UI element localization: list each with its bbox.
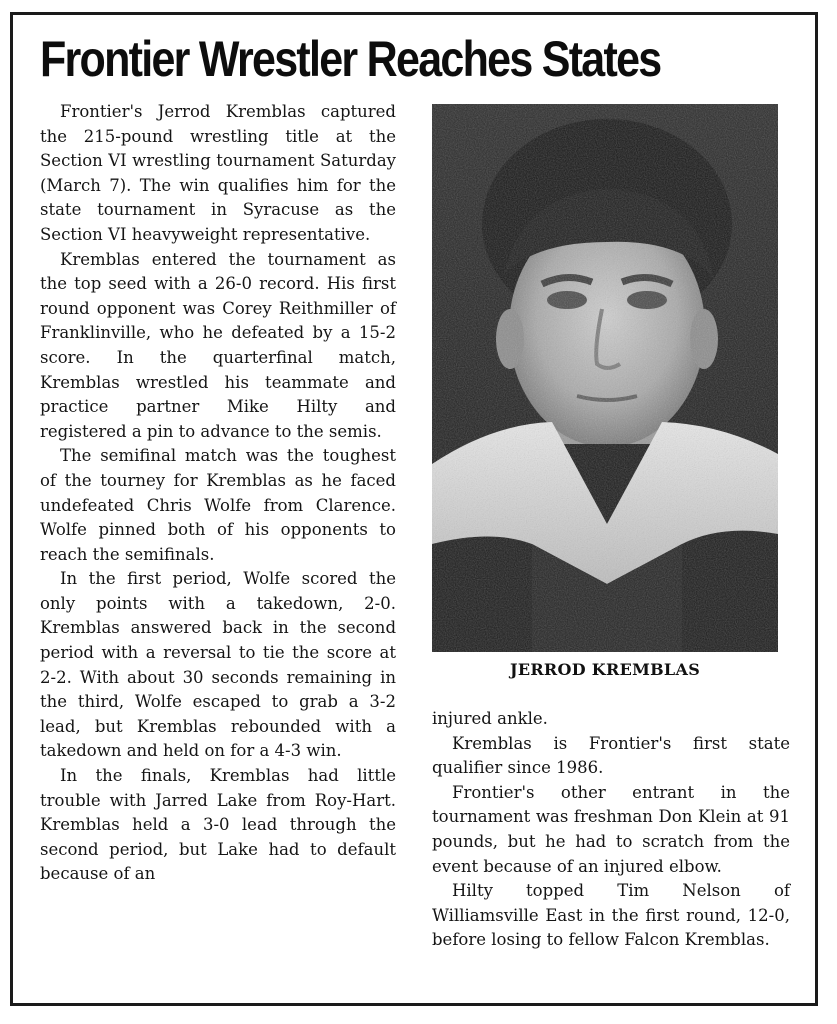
- paragraph: In the finals, Kremblas had little trouble with Jarred Lake from Roy-Hart. Kremblas held a 3-0 lead through the second period, but Lake had to default because of an: [40, 766, 396, 884]
- portrait-photo: [432, 104, 778, 652]
- photo-caption: JERROD KREMBLAS: [509, 660, 701, 679]
- paragraph: Kremblas is Frontier's first state qualifier since 1986.: [432, 733, 790, 778]
- right-column: [432, 707, 790, 953]
- paragraph: Frontier's other entrant in the tournament was freshman Don Klein at 91 pounds, but he had to scratch from the event because of an injured elbow.: [432, 782, 790, 876]
- paragraph: In the first period, Wolfe scored the only points with a takedown, 2-0. Kremblas answered back in the second period with a reversal to tie the score at 2-2. With about 30 seconds remaining in the third, Wolfe escaped to grab a 3-2 lead, but Kremblas rebounded with a takedown and held on for a 4-3 win.: [40, 569, 396, 761]
- left-column: [40, 100, 396, 887]
- paragraph: injured ankle.: [432, 709, 548, 728]
- paragraph: Hilty topped Tim Nelson of Williamsville East in the first round, 12-0, before losing to fellow Falcon Kremblas.: [432, 881, 790, 950]
- paragraph: Frontier's Jerrod Kremblas captured the 215-pound wrestling title at the Section VI wrestling tournament Saturday (March 7). The win qualifies him for the state tournament in Syracuse as the Section VI heavyweight representative.: [40, 102, 396, 244]
- paragraph: Kremblas entered the tournament as the top seed with a 26-0 record. His first round opponent was Corey Reithmiller of Franklinville, who he defeated by a 15-2 score. In the quarterfinal match, Kremblas wrestled his teammate and practice partner Mike Hilty and registered a pin to advance to the semis.: [40, 249, 396, 441]
- paragraph: The semifinal match was the toughest of the tourney for Kremblas as he faced undefeated Chris Wolfe from Clarence. Wolfe pinned both of his opponents to reach the semifinals.: [40, 446, 396, 564]
- headline: Frontier Wrestler Reaches States: [40, 31, 661, 87]
